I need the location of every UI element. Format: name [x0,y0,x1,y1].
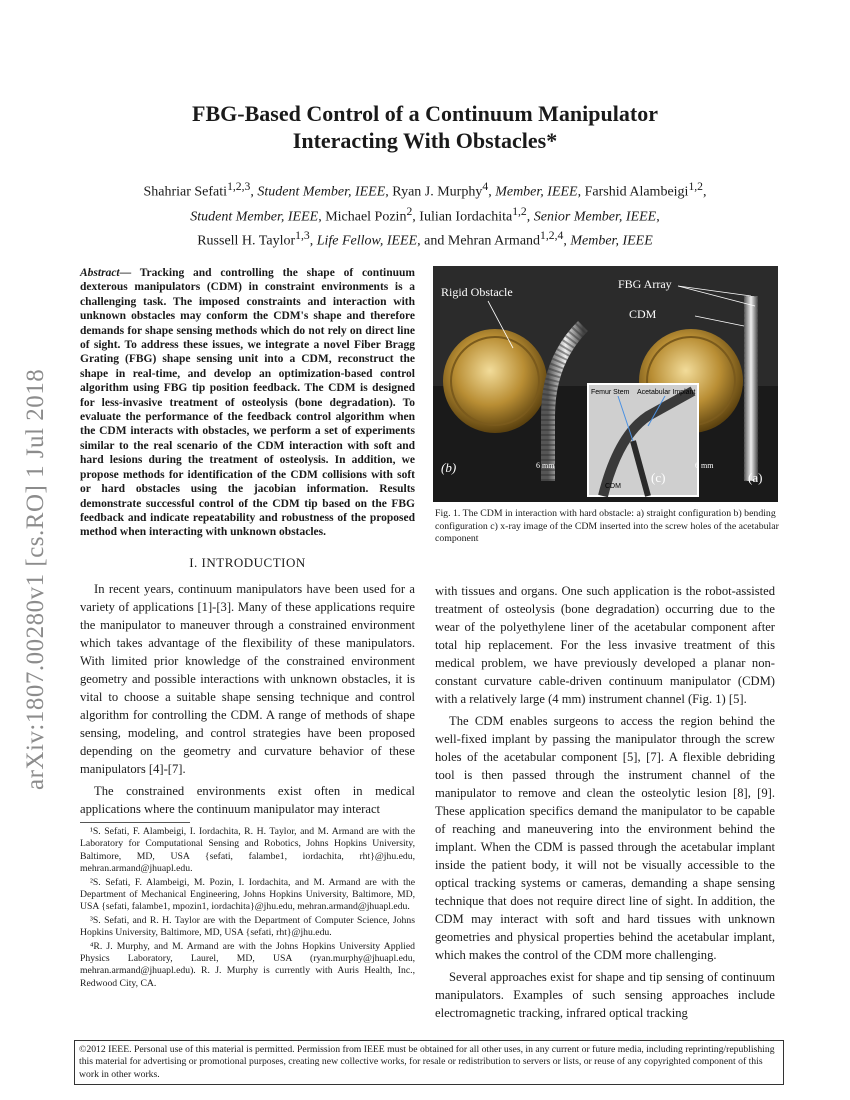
author-name: Iulian Iordachita [419,209,513,225]
label-panel-c: (c) [651,470,666,485]
abstract [80,266,415,540]
author-name: Mehran Armand [447,233,541,249]
rigid-obstacle-disc [443,329,547,433]
paragraph: with tissues and organs. One such application is the robot-assisted treatment of osteolysis (bone degradation) occurring due to the wear of the polyethylene liner of the acetabular component after total hip replacement. For the less invasive treatment of this medical problem, we have previously developed a planar non-constant curvature cable-driven continuum manipulator (CDM) with a relatively large (4 mm) instrument channel (Fig. 1) [5]. [435,584,775,706]
author-conjunction: and [424,233,445,249]
paper-title [0,100,850,154]
author-role: Student Member, IEEE [190,209,319,225]
section-heading-introduction: I. INTRODUCTION [189,555,306,570]
author-line-3: Russell H. Taylor$^{1,3}$, Life Fellow, IEEE, and Mehran Armand$^{1,2,4}$, Member, IEEE [197,229,653,249]
abstract-text: — Tracking and controlling the shape of continuum dexterous manipulators (CDM) in constraint environments is a challenging task. The imposed constraints and interaction with unknown obstacles may conform the CDM's shape and therefore demands for shape sensing methods which do not rely on direct line of sight. To address these issues, we integrate a novel Fiber Bragg Grating (FBG) shape sensing unit into a CDM, reconstruct the shape in real-time, and develop an optimization-based control algorithm using FBG tip position feedback. The CDM is designed for less-invasive treatment of osteolysis (bone degradation). To evaluate the performance of the feedback control algorithm when the CDM interacts with obstacles, we perform a set of experiments similar to the real scenario of the CDM interaction with soft and hard lesions during the treatment of osteolysis. In addition, we propose methods for identification of the CDM collisions with soft or hard obstacles using the jacobian information. Results demonstrate successful control of the CDM tip based on the FBG feedback and indicate repeatability and robustness of the proposed method when interacting with unknown obstacles. [80,267,415,539]
author-role: Member, IEEE [495,184,578,200]
author-name: Ryan J. Murphy [392,184,483,200]
footnote: ⁴R. J. Murphy, and M. Armand are with the Johns Hopkins University Applied Physics Laboratory, Laurel, MD, USA (ryan.murphy@jhuapl.edu, mehran.armand@jhuapl.edu). R. J. Murphy is currently with Auris Health, Inc., Redwood City, CA. [80,940,415,989]
figure-1-image [433,266,778,502]
author-line-2: Student Member, IEEE, Michael Pozin$^2$, Iulian Iordachita$^{1,2}$, Senior Member, IEEE, [190,204,660,225]
label-panel-b: (b) [441,460,457,475]
footnote-rule [80,822,190,823]
title-line-1: FBG-Based Control of a Continuum Manipulator [192,101,658,126]
author-name: Russell H. Taylor [197,233,296,249]
abstract-label: Abstract [80,267,120,279]
right-column-body [435,582,775,1022]
author-role: Senior Member, IEEE [533,209,657,225]
footnotes [80,826,415,991]
figure-caption: Fig. 1. The CDM in interaction with hard obstacle: a) straight configuration b) bending configuration c) x-ray image of the CDM inserted into the screw holes of the acetabular component [435,508,779,544]
label-6mm-right: 6 mm [695,461,714,470]
affiliation-sup: 2 [406,204,413,218]
paragraph: The constrained environments exist often in medical applications where the continuum manipulator may interact [80,784,415,816]
affiliation-sup: 1,3 [295,229,310,243]
copyright-notice: ©2012 IEEE. Personal use of this material is permitted. Permission from IEEE must be obtained for all other uses, in any current or future media, including reprinting/republishing this material for advertising or promotional purposes, creating new collective works, for resale or redistribution to servers or lists, or reuse of any copyrighted component of this work in other works. [74,1040,784,1085]
label-6mm-left: 6 mm [536,461,555,470]
affiliation-sup: 1,2,4 [540,229,564,243]
label-panel-a: (a) [748,470,763,485]
author-name: Farshid Alambeigi [584,184,689,200]
left-column-body [80,580,415,818]
paragraph: In recent years, continuum manipulators have been used for a variety of applications [1]-[3]. Many of these applications require the manipulator to maneuver through a constrained environment which takes advantage of the flexibility of these manipulators. With limited prior knowledge of the constrained environment geometry and possible interactions with unknown obstacles, it is vital to choose a suitable shape sensing technique and control algorithm for controlling the CDM. A range of methods of shape sensing, modeling, and control strategies have been proposed depending on the geometry and curvature behavior of these manipulators [4]-[7]. [80,582,415,776]
author-name: Michael Pozin [325,209,407,225]
paragraph: The CDM enables surgeons to access the region behind the well-fixed implant by passing the manipulator through the screw holes of the acetabular component [5], [7]. A flexible debriding tool is then passed through the instrument channel of the manipulator to remove and clean the osteolytic lesion [8], [9]. These application specifics demand the manipulator to be capable of reaching and maneuvering into the environment behind the implant. When the CDM is passed through the acetabular implant inside the patient body, it will not be visually accessible to the optical tracking systems or cameras, demanding a shape sensing technique that does not require direct line of sight. In addition, the CDM may interact with soft and hard tissues with unknown geometries and physical properties behind the acetabular implant, which makes the control of the CDM more challenging. [435,714,775,962]
footnote: ²S. Sefati, F. Alambeigi, M. Pozin, I. Iordachita, and M. Armand are with the Department of Mechanical Engineering, Johns Hopkins University, Baltimore, MD, USA {sefati, falambe1, mpozin1, iordachita}@jhu.edu, mehran.armand@jhuapl.edu. [80,876,415,913]
figure-1 [433,266,778,502]
affiliation-sup: 4 [482,180,489,193]
footnote: ³S. Sefati, and R. H. Taylor are with the Department of Computer Science, Johns Hopkins University, Baltimore, MD, USA {sefati, rht}@jhu.edu. [80,914,415,939]
label-acetabular-implant: Acetabular Implant [637,389,696,396]
affiliation-sup: 1,2 [688,180,704,193]
author-list [60,177,790,251]
author-role: Member, IEEE [570,233,653,249]
affiliation-sup: 1,2,3 [227,180,251,193]
label-rigid-obstacle: Rigid Obstacle [441,285,513,299]
affiliation-sup: 1,2 [512,204,527,218]
label-fbg-array: FBG Array [618,277,672,291]
label-cdm-xray: CDM [605,483,621,490]
author-role: Student Member, IEEE [257,184,386,200]
label-cdm: CDM [629,307,657,321]
author-role: Life Fellow, IEEE [316,233,418,249]
footnote: ¹S. Sefati, F. Alambeigi, I. Iordachita, R. H. Taylor, and M. Armand are with the Laboratory for Computational Sensing and Robotics, Johns Hopkins University, Baltimore, MD, USA {sefati, falambe1, iordachita, rht}@jhu.edu, mehran.armand@jhuapl.edu. [80,826,415,875]
arxiv-identifier: arXiv:1807.00280v1 [cs.RO] 1 Jul 2018 [22,368,49,790]
paragraph: Several approaches exist for shape and tip sensing of continuum manipulators. Examples of such sensing approaches include electromagnetic tracking, infrared optical tracking [435,970,775,1020]
label-femur-stem: Femur Stem [591,389,630,396]
author-line-1: Shahriar Sefati$^{1,2,3}$, Student Member, IEEE, Ryan J. Murphy$^4$, Member, IEEE, Farshid Alambeigi$^{1,2}$, [143,180,707,200]
title-line-2: Interacting With Obstacles* [292,128,558,153]
cdm-straight [744,296,758,481]
author-name: Shahriar Sefati [143,184,228,200]
